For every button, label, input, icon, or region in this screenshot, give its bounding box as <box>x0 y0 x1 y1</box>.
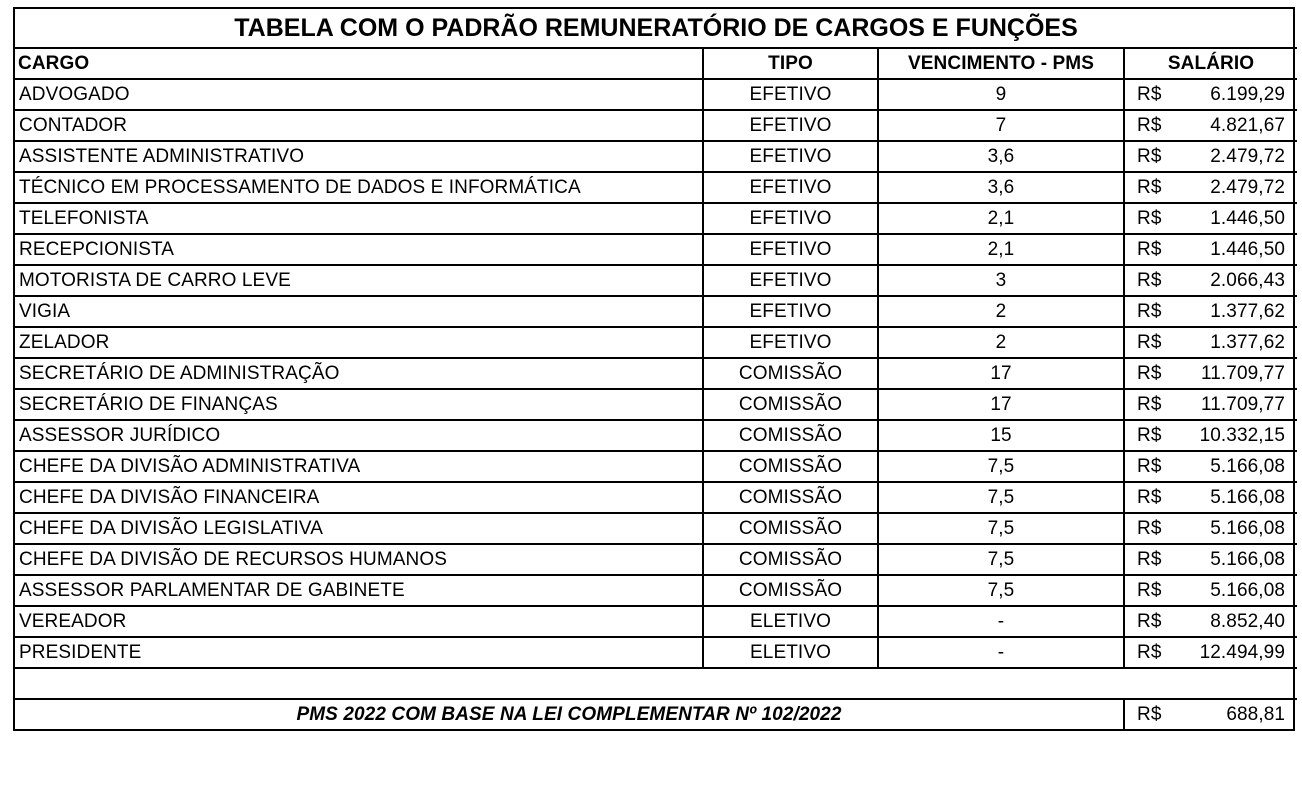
currency-symbol: R$ <box>1137 455 1162 477</box>
currency-symbol: R$ <box>1137 424 1162 446</box>
cell-vencimento: 2,1 <box>878 234 1124 265</box>
cell-vencimento: 2,1 <box>878 203 1124 234</box>
footer-value-cell <box>1124 699 1297 729</box>
cell-salario <box>1124 296 1297 327</box>
cell-salario <box>1124 79 1297 110</box>
cell-vencimento: 17 <box>878 358 1124 389</box>
cell-tipo: EFETIVO <box>703 234 878 265</box>
table-row <box>15 296 1297 327</box>
cell-salario <box>1124 482 1297 513</box>
cell-cargo: ADVOGADO <box>15 79 703 110</box>
footer-currency: R$ <box>1137 703 1162 725</box>
table-row <box>15 420 1297 451</box>
cell-vencimento: - <box>878 637 1124 668</box>
cell-cargo: ASSESSOR JURÍDICO <box>15 420 703 451</box>
column-header-tipo: TIPO <box>703 48 878 79</box>
cell-tipo: COMISSÃO <box>703 389 878 420</box>
cell-tipo: COMISSÃO <box>703 420 878 451</box>
cell-salario <box>1124 203 1297 234</box>
cell-cargo: MOTORISTA DE CARRO LEVE <box>15 265 703 296</box>
cell-salario <box>1124 451 1297 482</box>
table-row <box>15 358 1297 389</box>
cell-tipo: COMISSÃO <box>703 482 878 513</box>
cell-cargo: CHEFE DA DIVISÃO LEGISLATIVA <box>15 513 703 544</box>
salary-value: 2.479,72 <box>1210 176 1286 198</box>
cell-vencimento: 7,5 <box>878 575 1124 606</box>
currency-symbol: R$ <box>1137 269 1162 291</box>
salary-table-container <box>13 7 1295 731</box>
salary-value: 11.709,77 <box>1201 362 1286 384</box>
salary-value: 1.446,50 <box>1210 207 1286 229</box>
salary-value: 5.166,08 <box>1210 579 1286 601</box>
currency-symbol: R$ <box>1137 362 1162 384</box>
salary-value: 8.852,40 <box>1210 610 1286 632</box>
column-header-cargo: CARGO <box>15 48 703 79</box>
cell-vencimento: - <box>878 606 1124 637</box>
salary-value: 5.166,08 <box>1210 517 1286 539</box>
cell-tipo: COMISSÃO <box>703 575 878 606</box>
cell-vencimento: 15 <box>878 420 1124 451</box>
cell-vencimento: 3 <box>878 265 1124 296</box>
cell-tipo: EFETIVO <box>703 296 878 327</box>
cell-tipo: EFETIVO <box>703 79 878 110</box>
currency-symbol: R$ <box>1137 114 1162 136</box>
currency-symbol: R$ <box>1137 517 1162 539</box>
cell-vencimento: 7,5 <box>878 482 1124 513</box>
cell-tipo: EFETIVO <box>703 203 878 234</box>
table-row <box>15 575 1297 606</box>
table-row <box>15 110 1297 141</box>
footer-row <box>15 699 1297 729</box>
column-header-vencimento: VENCIMENTO - PMS <box>878 48 1124 79</box>
cell-tipo: EFETIVO <box>703 265 878 296</box>
table-row <box>15 79 1297 110</box>
table-row <box>15 234 1297 265</box>
salary-value: 10.332,15 <box>1199 424 1286 446</box>
cell-tipo: COMISSÃO <box>703 451 878 482</box>
cell-cargo: RECEPCIONISTA <box>15 234 703 265</box>
cell-vencimento: 9 <box>878 79 1124 110</box>
cell-cargo: ASSISTENTE ADMINISTRATIVO <box>15 141 703 172</box>
cell-vencimento: 2 <box>878 296 1124 327</box>
cell-cargo: PRESIDENTE <box>15 637 703 668</box>
currency-symbol: R$ <box>1137 641 1162 663</box>
currency-symbol: R$ <box>1137 331 1162 353</box>
table-row <box>15 141 1297 172</box>
cell-salario <box>1124 544 1297 575</box>
column-header-salario: SALÁRIO <box>1124 48 1297 79</box>
currency-symbol: R$ <box>1137 238 1162 260</box>
empty-row <box>15 668 1297 699</box>
salary-value: 12.494,99 <box>1199 641 1286 663</box>
cell-cargo: ASSESSOR PARLAMENTAR DE GABINETE <box>15 575 703 606</box>
empty-cell <box>15 668 1297 699</box>
title-row <box>15 9 1297 48</box>
footer-value: 688,81 <box>1226 703 1286 725</box>
cell-salario <box>1124 575 1297 606</box>
cell-salario <box>1124 420 1297 451</box>
table-row <box>15 606 1297 637</box>
salary-value: 1.377,62 <box>1210 300 1286 322</box>
cell-tipo: EFETIVO <box>703 327 878 358</box>
cell-vencimento: 7,5 <box>878 544 1124 575</box>
cell-salario <box>1124 110 1297 141</box>
table-row <box>15 451 1297 482</box>
cell-tipo: COMISSÃO <box>703 544 878 575</box>
table-row <box>15 389 1297 420</box>
table-row <box>15 544 1297 575</box>
salary-value: 2.066,43 <box>1210 269 1286 291</box>
cell-salario <box>1124 172 1297 203</box>
currency-symbol: R$ <box>1137 393 1162 415</box>
cell-cargo: CHEFE DA DIVISÃO ADMINISTRATIVA <box>15 451 703 482</box>
table-row <box>15 637 1297 668</box>
currency-symbol: R$ <box>1137 610 1162 632</box>
salary-value: 6.199,29 <box>1210 83 1286 105</box>
cell-cargo: CHEFE DA DIVISÃO DE RECURSOS HUMANOS <box>15 544 703 575</box>
table-row <box>15 265 1297 296</box>
salary-value: 5.166,08 <box>1210 455 1286 477</box>
footer-label: PMS 2022 COM BASE NA LEI COMPLEMENTAR Nº 102/2022 <box>15 699 1124 729</box>
currency-symbol: R$ <box>1137 579 1162 601</box>
salary-value: 5.166,08 <box>1210 548 1286 570</box>
cell-cargo: SECRETÁRIO DE ADMINISTRAÇÃO <box>15 358 703 389</box>
salary-table <box>15 9 1297 729</box>
currency-symbol: R$ <box>1137 548 1162 570</box>
cell-vencimento: 2 <box>878 327 1124 358</box>
salary-value: 1.377,62 <box>1210 331 1286 353</box>
cell-salario <box>1124 513 1297 544</box>
cell-salario <box>1124 234 1297 265</box>
currency-symbol: R$ <box>1137 83 1162 105</box>
cell-salario <box>1124 637 1297 668</box>
cell-cargo: ZELADOR <box>15 327 703 358</box>
currency-symbol: R$ <box>1137 300 1162 322</box>
cell-vencimento: 3,6 <box>878 141 1124 172</box>
currency-symbol: R$ <box>1137 486 1162 508</box>
salary-value: 2.479,72 <box>1210 145 1286 167</box>
cell-cargo: SECRETÁRIO DE FINANÇAS <box>15 389 703 420</box>
table-row <box>15 203 1297 234</box>
cell-vencimento: 7,5 <box>878 451 1124 482</box>
cell-salario <box>1124 141 1297 172</box>
cell-salario <box>1124 327 1297 358</box>
table-row <box>15 172 1297 203</box>
salary-value: 5.166,08 <box>1210 486 1286 508</box>
salary-value: 4.821,67 <box>1210 114 1286 136</box>
cell-salario <box>1124 606 1297 637</box>
cell-cargo: TÉCNICO EM PROCESSAMENTO DE DADOS E INFORMÁTICA <box>15 172 703 203</box>
cell-cargo: CONTADOR <box>15 110 703 141</box>
header-row <box>15 48 1297 79</box>
cell-vencimento: 7,5 <box>878 513 1124 544</box>
salary-value: 11.709,77 <box>1201 393 1286 415</box>
cell-tipo: EFETIVO <box>703 141 878 172</box>
cell-tipo: EFETIVO <box>703 172 878 203</box>
currency-symbol: R$ <box>1137 176 1162 198</box>
table-row <box>15 327 1297 358</box>
cell-cargo: TELEFONISTA <box>15 203 703 234</box>
cell-cargo: VEREADOR <box>15 606 703 637</box>
cell-vencimento: 3,6 <box>878 172 1124 203</box>
cell-tipo: EFETIVO <box>703 110 878 141</box>
cell-salario <box>1124 265 1297 296</box>
cell-vencimento: 17 <box>878 389 1124 420</box>
currency-symbol: R$ <box>1137 207 1162 229</box>
cell-vencimento: 7 <box>878 110 1124 141</box>
currency-symbol: R$ <box>1137 145 1162 167</box>
cell-tipo: ELETIVO <box>703 606 878 637</box>
cell-cargo: VIGIA <box>15 296 703 327</box>
table-row <box>15 482 1297 513</box>
cell-tipo: COMISSÃO <box>703 358 878 389</box>
table-title: TABELA COM O PADRÃO REMUNERATÓRIO DE CARGOS E FUNÇÕES <box>15 9 1297 48</box>
cell-salario <box>1124 358 1297 389</box>
table-row <box>15 513 1297 544</box>
cell-cargo: CHEFE DA DIVISÃO FINANCEIRA <box>15 482 703 513</box>
cell-tipo: ELETIVO <box>703 637 878 668</box>
cell-salario <box>1124 389 1297 420</box>
salary-value: 1.446,50 <box>1210 238 1286 260</box>
cell-tipo: COMISSÃO <box>703 513 878 544</box>
